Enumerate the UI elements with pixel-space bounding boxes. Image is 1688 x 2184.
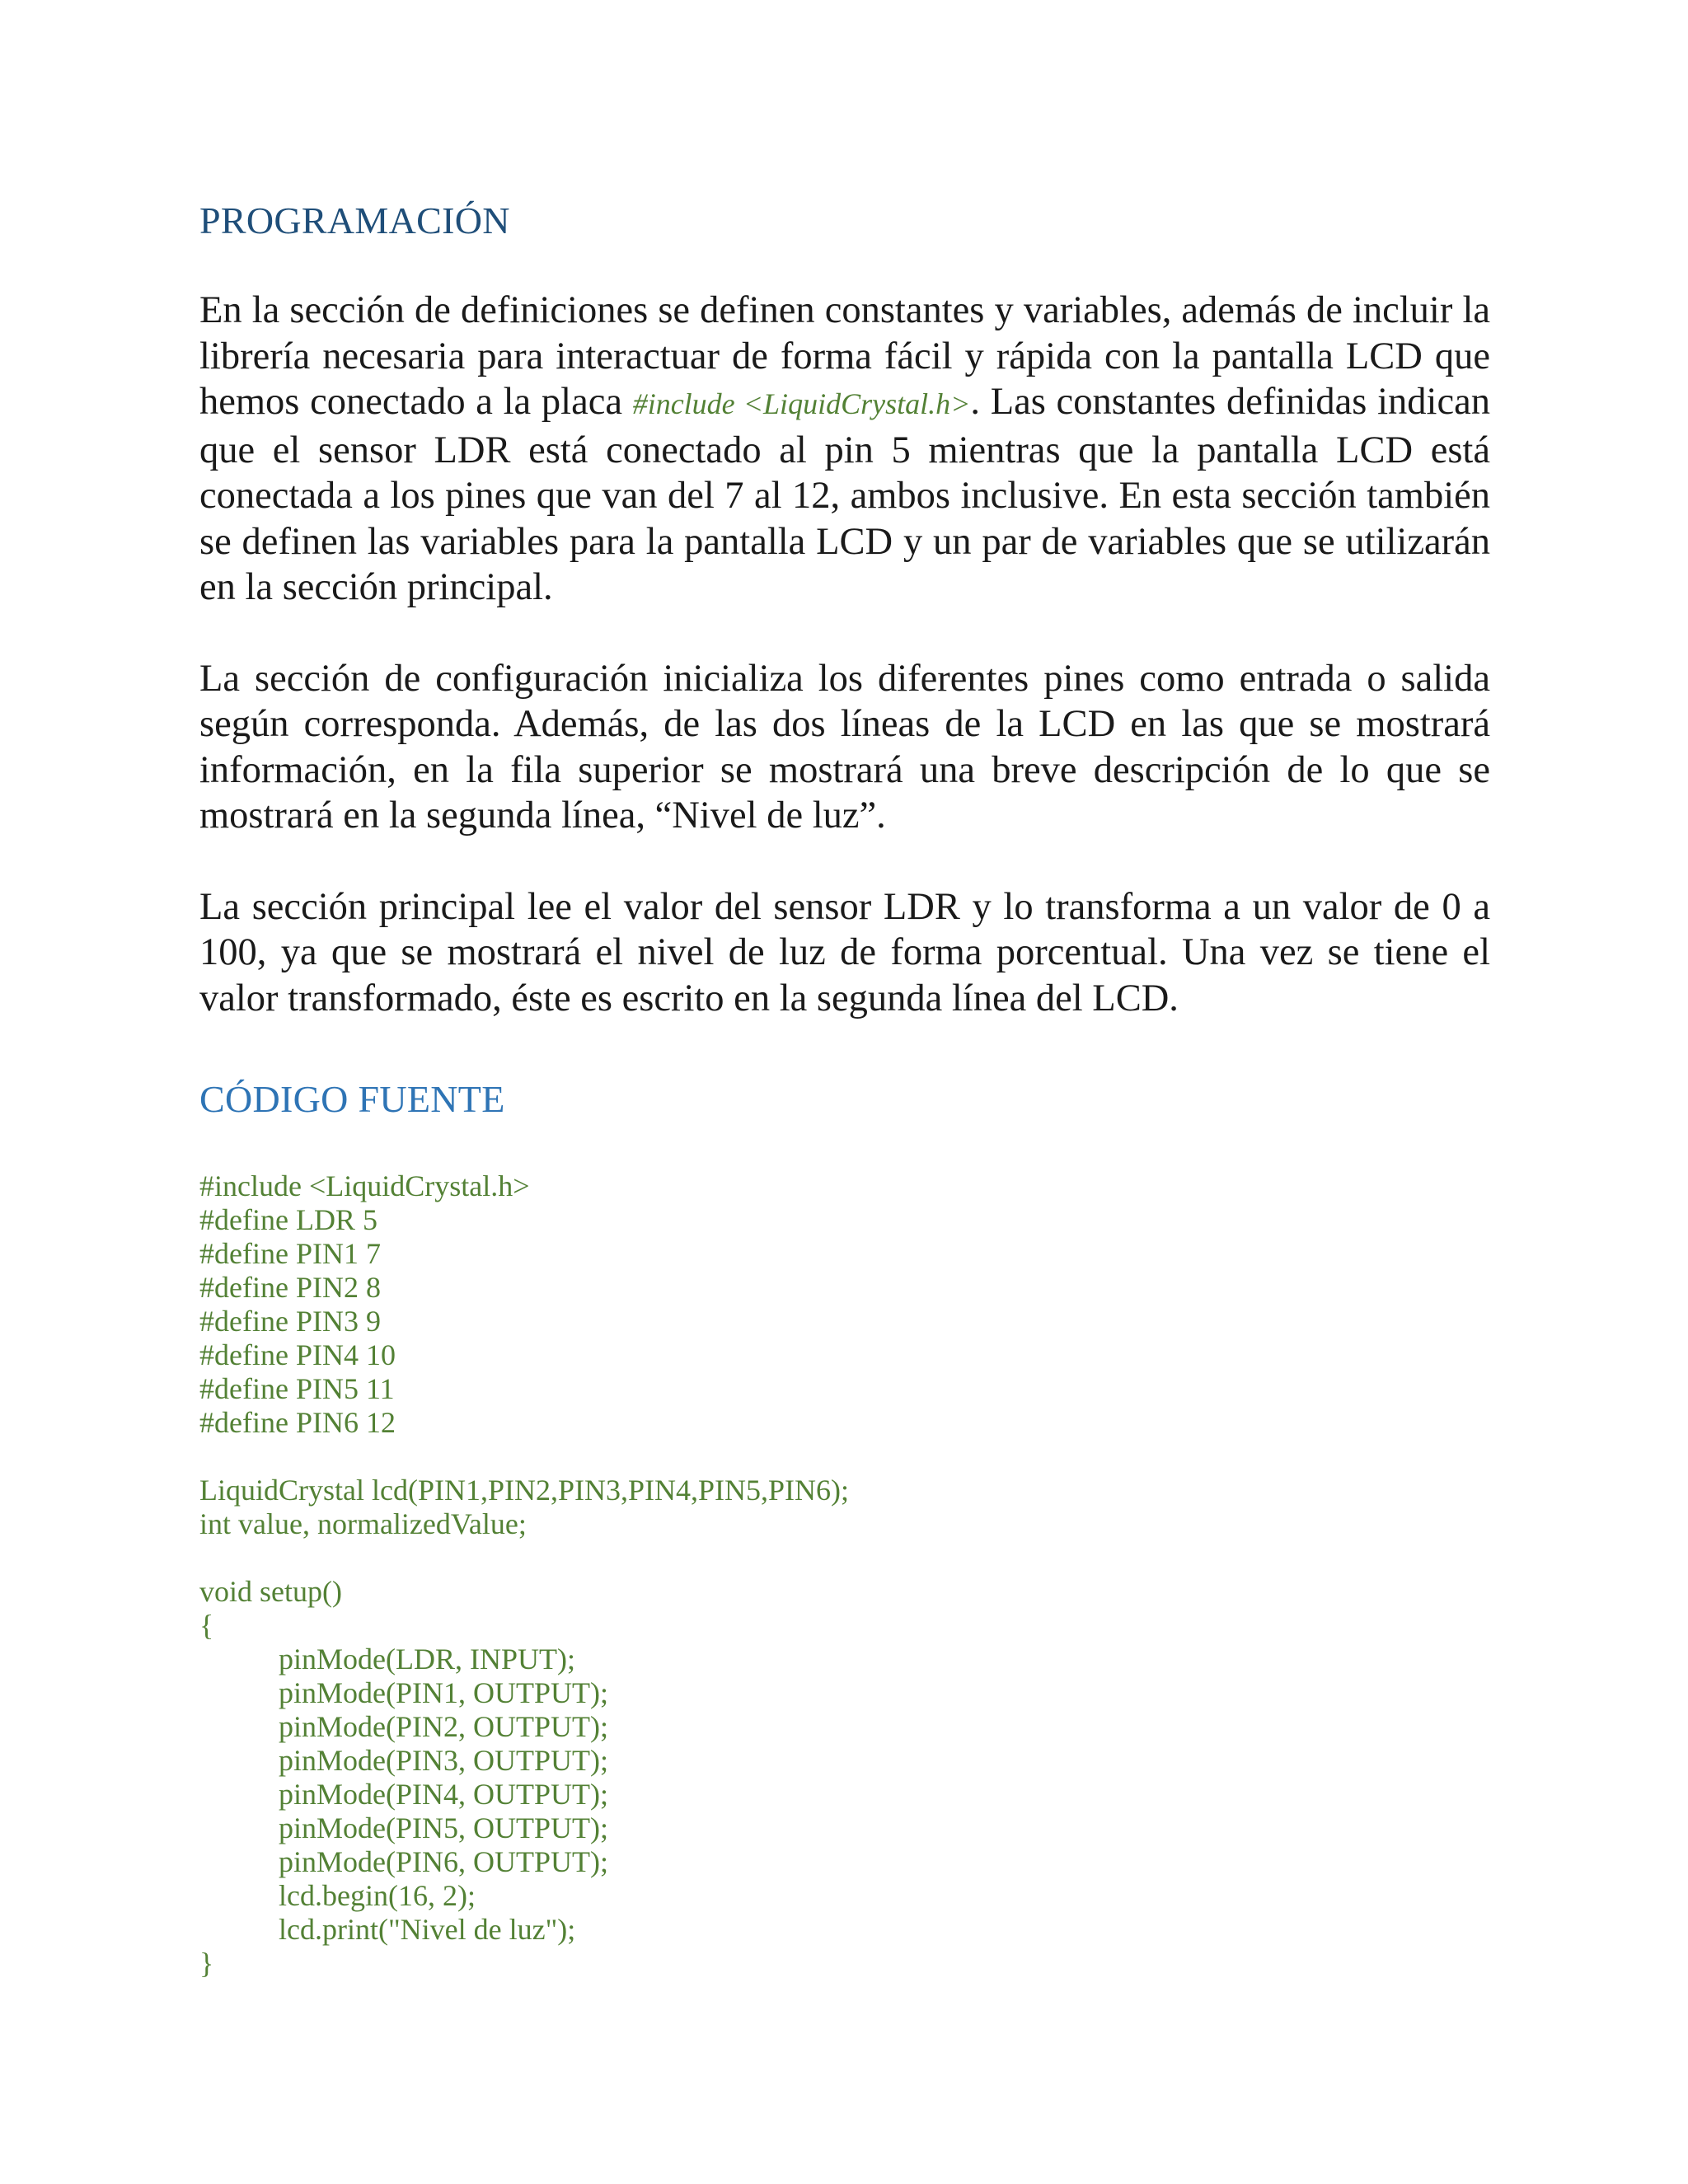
code-line: pinMode(PIN4, OUTPUT); — [279, 1778, 608, 1811]
document-content — [199, 194, 1490, 1980]
code-line: void setup() — [199, 1575, 342, 1608]
paragraph-principal: La sección principal lee el valor del sensor LDR y lo transforma a un valor de 0 a 100, ya que se mostrará el nivel de luz de forma porcentual. Una vez se tiene el valor transformado, éste es escrito en la segunda línea del LCD. — [199, 885, 1490, 1019]
code-blank-line — [199, 1440, 1490, 1474]
code-line: pinMode(LDR, INPUT); — [279, 1643, 575, 1675]
code-line: #include <LiquidCrystal.h> — [199, 1169, 530, 1202]
code-line: #define PIN3 9 — [199, 1305, 381, 1338]
code-line: pinMode(PIN5, OUTPUT); — [279, 1811, 608, 1844]
code-line: LiquidCrystal lcd(PIN1,PIN2,PIN3,PIN4,PIN5,PIN6); — [199, 1474, 849, 1507]
section-heading-programacion: PROGRAMACIÓN — [199, 199, 510, 241]
code-line: #define PIN2 8 — [199, 1271, 381, 1304]
code-line: #define PIN1 7 — [199, 1237, 381, 1270]
code-line: lcd.begin(16, 2); — [279, 1879, 476, 1912]
code-line: #define PIN6 12 — [199, 1406, 396, 1439]
paragraph-definiciones — [199, 288, 1490, 611]
code-line: pinMode(PIN2, OUTPUT); — [279, 1710, 608, 1743]
paragraph-text: En la sección de definiciones se definen constantes y variables, además de incluir la librería necesaria para interactuar de forma fácil y rápida con la pantalla LCD que hemos conectado a la placa — [199, 289, 1490, 423]
code-line: #define LDR 5 — [199, 1203, 377, 1236]
code-line: lcd.print("Nivel de luz"); — [279, 1913, 576, 1946]
code-line: #define PIN4 10 — [199, 1338, 396, 1371]
source-code-block — [199, 1169, 1490, 1980]
section-heading-codigo-fuente: CÓDIGO FUENTE — [199, 1078, 505, 1120]
paragraph-configuracion: La sección de configuración inicializa los diferentes pines como entrada o salida según corresponda. Además, de las dos líneas de la LCD en las que se mostrará información, en la fila superior se mostrará una breve descripción de lo que se mostrará en la segunda línea, “Nivel de luz”. — [199, 657, 1490, 837]
code-line: { — [199, 1609, 214, 1642]
paragraph-text: . Las constantes definidas indican que el sensor LDR está conectado al pin 5 mientras que la pantalla LCD está conectada a los pines que van del 7 al 12, ambos inclusive. En esta sección también se definen las variables para la pantalla LCD y un par de variables que se utilizarán en la sección principal. — [199, 381, 1490, 608]
code-line: pinMode(PIN3, OUTPUT); — [279, 1744, 608, 1777]
code-line: int value, normalizedValue; — [199, 1507, 527, 1540]
code-line: pinMode(PIN1, OUTPUT); — [279, 1676, 608, 1709]
code-blank-line — [199, 1541, 1490, 1575]
inline-code-include: #include <LiquidCrystal.h> — [632, 387, 971, 420]
code-line: #define PIN5 11 — [199, 1372, 395, 1405]
code-line: pinMode(PIN6, OUTPUT); — [279, 1845, 608, 1878]
code-line: } — [199, 1947, 214, 1980]
